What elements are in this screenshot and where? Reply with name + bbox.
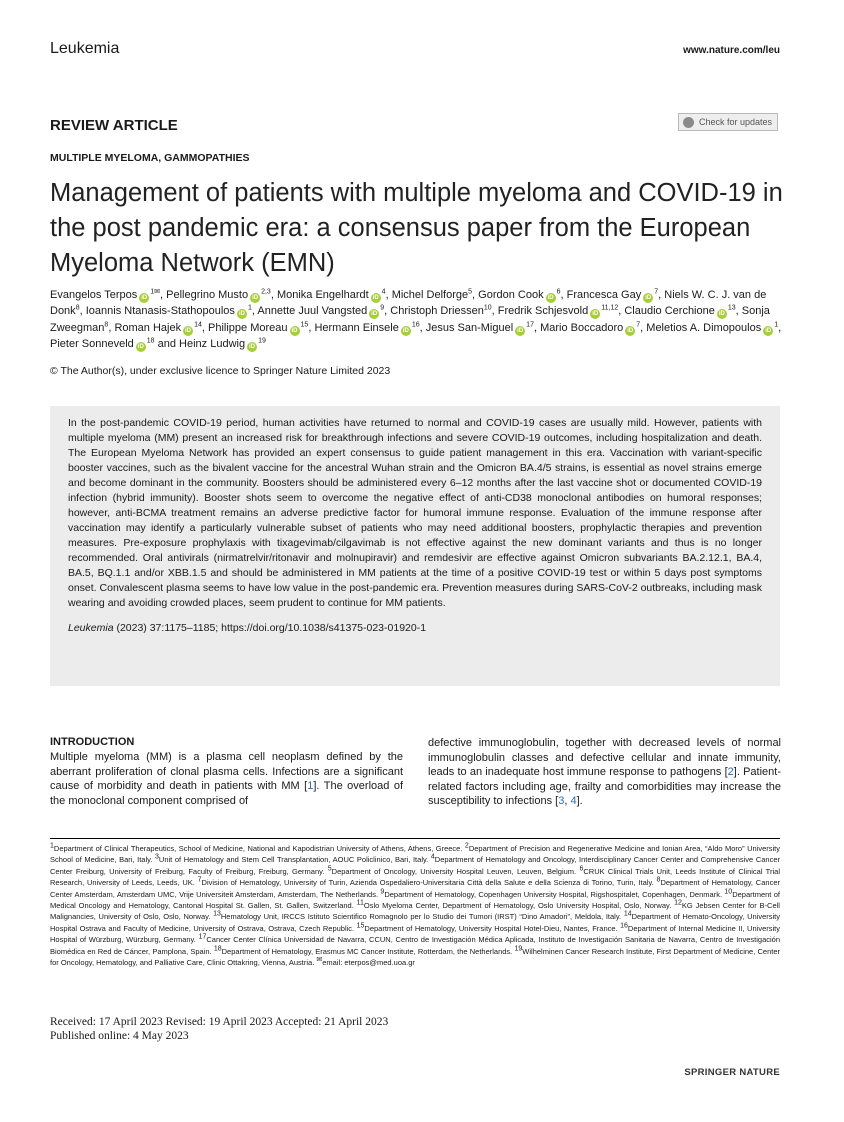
affiliation-number: 7	[636, 320, 641, 328]
orcid-icon[interactable]: iD	[185, 327, 192, 334]
published-date: Published online: 4 May 2023	[50, 1029, 189, 1042]
affiliation-text: Oslo Myeloma Center, Department of Hematology, Oslo University Hospital, Oslo, Norway.	[363, 901, 675, 911]
check-for-updates-button[interactable]	[678, 113, 778, 131]
intro-text: ].	[576, 795, 583, 808]
author	[166, 289, 271, 301]
author-name[interactable]: Meletios A. Dimopoulos	[646, 321, 762, 334]
citation-details[interactable]: (2023) 37:1175–1185; https://doi.org/10.1038/s41375-023-01920-1	[113, 622, 427, 634]
affiliation-number: 11	[356, 899, 364, 907]
affiliation-text: Wilhelminen Cancer Research Institute, First Department of Medicine, Center for Oncology, Hematology, and Palliative Care, Clinic Ottakring, Vienna, Austria.	[50, 946, 780, 968]
reference-link[interactable]: 3	[558, 795, 565, 808]
journal-website-link[interactable]: www.nature.com/leu	[683, 45, 780, 56]
affiliation-text: Department of Hematology, Erasmus MC Cancer Institute, Rotterdam, the Netherlands.	[221, 946, 515, 956]
affiliation-text: Department of Medical Oncology and Hematology, Cantonal Hospital St. Gallen, St. Gallen, Switzerland.	[50, 889, 781, 911]
affiliation-number: 3	[155, 853, 159, 861]
affiliation-text: KG Jebsen Center for B-Cell Malignancies, University of Oslo, Oslo, Norway.	[50, 901, 780, 922]
check-for-updates-label: Check for updates	[699, 117, 773, 127]
abstract-box	[50, 406, 780, 686]
affiliation-number: 6	[556, 288, 561, 296]
orcid-icon[interactable]: iD	[645, 295, 652, 301]
author	[50, 289, 160, 301]
author	[540, 322, 640, 334]
author-name[interactable]: Annette Juul Vangsted	[257, 305, 368, 318]
orcid-icon[interactable]: iD	[137, 343, 144, 350]
intro-text: ]. The overload of the monoclonal component comprised of	[50, 780, 404, 807]
author-name[interactable]: Mario Boccadoro	[540, 321, 624, 334]
orcid-icon[interactable]: iD	[249, 343, 256, 350]
corresponding-email[interactable]: email: eterpos@med.uoa.gr	[322, 958, 415, 968]
footnote-divider	[50, 838, 780, 839]
affiliation-text: Cancer Center Clínica Universidad de Navarra, CCUN, Centro de Investigación Médica Aplicada, Instituto de Investigación Sanitaria de Navarra, Centro de Investigación Biomédica en Red de Cáncer, Pamplona, Spain.	[50, 935, 780, 956]
author-name[interactable]: Pellegrino Musto	[166, 289, 249, 301]
affiliation-text: CRUK Clinical Trials Unit, Leeds Institute of Clinical Trial Research, University of Leeds, Leeds, UK.	[50, 866, 780, 888]
intro-column-right	[428, 736, 781, 809]
author-name[interactable]: Jesus San-Miguel	[425, 321, 514, 334]
orcid-icon[interactable]: iD	[517, 327, 524, 334]
author-name[interactable]: Pieter Sonneveld	[50, 337, 134, 350]
author	[50, 338, 155, 350]
affiliation-number: 10	[483, 304, 492, 312]
author-name[interactable]: Francesca Gay	[566, 289, 642, 301]
author-name[interactable]: Claudio Cerchione	[624, 305, 715, 318]
intro-text: Multiple myeloma (MM) is a plasma cell neoplasm defined by the aberrant proliferation of clonal plasma cells. Infections are a significant cause of morbidity and death in patients with MM [	[50, 751, 403, 793]
affiliation-text: Department of Hematology, University Hospital Hotel-Dieu, Nantes, France.	[364, 923, 621, 933]
author-name[interactable]: Sonja Zweegman	[50, 305, 770, 334]
affiliation-number: 13	[213, 910, 221, 918]
affiliation-number: 9	[380, 304, 385, 312]
author	[498, 305, 618, 317]
author	[478, 289, 560, 301]
author-name[interactable]: Roman Hajek	[114, 321, 182, 334]
orcid-icon[interactable]: iD	[718, 311, 725, 318]
affiliation-text: Division of Hematology, University of Turin, Azienda Ospedaliero-Universitaria Città della Salute e della Scienza di Torino, Turin, Italy.	[201, 878, 657, 888]
affiliation-number: 1	[774, 320, 779, 328]
author-name[interactable]: Michel Delforge	[391, 289, 469, 301]
affiliation-number: 6	[579, 865, 584, 873]
affiliation-number: 8	[75, 304, 80, 312]
author	[390, 305, 491, 317]
affiliation-number: 15	[300, 320, 309, 328]
affiliation-text: Unit of Hematology and Stem Cell Transplantation, AOUC Policlinico, Bari, Italy.	[158, 855, 431, 865]
orcid-icon[interactable]: iD	[238, 311, 245, 318]
affiliation-number: 17	[198, 933, 207, 941]
author	[426, 322, 534, 334]
abstract-text: In the post-pandemic COVID-19 period, human activities have returned to normal and COVID-19 cases are usually mild. However, patients with multiple myeloma (MM) present an increased risk for breakthrough infections and severe COVID-19 outcomes, including hospitalization and death. The European Myeloma Network has provided an expert consensus to guide patient management in this era. Vaccination with variant-specific booster vaccines, such as the bivalent vaccine for the ancestral Wuhan strain and the Omicron BA.4/5 strains, is essential as novel strains emerge and become dominant in the community. Boosters should be administered every 6–12 months after the last vaccine shot or documented COVID-19 infection (hybrid immunity). Booster shots seem to overcome the negative effect of anti-CD38 monoclonal antibodies on humoral responses; however, anti-BCMA treatment remains an adverse predictive factor for humoral immune response. Evaluation of the immune response after vaccination may identify a particularly vulnerable subset of patients who may need additional boosters, prophylactic therapies and prevention measures. Pre-exposure prophylaxis with tixagevimab/cilgavimab is not effective against the new dominant variants and thus is no longer recommended. Oral antivirals (nirmatrelvir/ritonavir and molnupiravir) and remdesivir are effective against Omicron subvariants BA.2.12.1, BA.4, BA.5, BQ.1.1 and/or XBB.1.5 and should be administered in MM patients at the time of a positive COVID-19 test or within 5 days post symptoms onset. Convalescent plasma seems to have low value in the post-pandemic era. Prevention measures during SARS-CoV-2 outbreaks, including mask wearing and avoiding crowded places, seem prudent to continue for MM patients.	[68, 417, 762, 609]
author	[277, 289, 386, 301]
received-dates: Received: 17 April 2023 Revised: 19 April 2023 Accepted: 21 April 2023	[50, 1016, 389, 1028]
intro-text: ]. Patient-related factors including age, frailty and comorbidities may increase the susceptibility to infections [	[428, 766, 781, 808]
affiliation-number: 17	[526, 320, 534, 328]
copyright-notice: © The Author(s), under exclusive licence to Springer Nature Limited 2023	[50, 365, 391, 377]
email-icon: ✉	[316, 956, 323, 964]
affiliation-text: Department of Hematology, Cancer Center Amsterdam, Amsterdam UMC, Vrije Universiteit Amsterdam, Amsterdam, The Netherlands.	[50, 878, 780, 899]
article-dates	[50, 1016, 388, 1043]
reference-link[interactable]: 1	[307, 780, 314, 793]
affiliation-number: 13	[727, 304, 736, 312]
affiliation-number: 16	[620, 922, 628, 930]
author	[624, 305, 735, 317]
affiliation-number: 14	[623, 910, 632, 918]
publisher-logo: SPRINGER NATURE	[684, 1067, 780, 1078]
affiliation-number: 1	[247, 304, 252, 312]
journal-name: Leukemia	[50, 40, 120, 57]
affiliation-number: 1	[50, 842, 54, 850]
author	[392, 289, 472, 301]
affiliation-text: Department of Precision and Regenerative Medicine and Ionian Area, “Aldo Moro” University School of Medicine, Bari, Italy.	[50, 844, 781, 865]
author	[208, 322, 308, 334]
affiliation-text: Department of Hematology, Copenhagen University Hospital, Rigshospitalet, Copenhagen, Denmark.	[384, 889, 725, 899]
article-category: MULTIPLE MYELOMA, GAMMOPATHIES	[50, 152, 250, 164]
author	[314, 322, 419, 334]
affiliation-number: 16	[411, 320, 420, 328]
affiliation-number: 14	[194, 320, 202, 328]
author-name[interactable]: Monika Engelhardt	[276, 289, 369, 301]
affiliation-number: 5	[327, 865, 332, 873]
orcid-icon[interactable]: iD	[291, 327, 298, 334]
author	[114, 322, 201, 334]
article-title: Management of patients with multiple myeloma and COVID-19 in the post pandemic era: a consensus paper from the European Myeloma Network (EMN)	[50, 179, 783, 277]
orcid-icon[interactable]: iD	[252, 295, 259, 301]
affiliation-number: 7	[654, 288, 659, 296]
orcid-icon[interactable]: iD	[372, 295, 379, 301]
affiliation-number: 2,3	[261, 288, 271, 296]
affiliation-text: Hematology Unit, IRCCS Istituto Scientifico Romagnolo per lo Studio dei Tumori (IRST) “Dino Amadori”, Meldola, Italy.	[220, 912, 624, 922]
affiliation-number: 18	[146, 337, 155, 345]
affiliation-number: 18	[213, 945, 222, 953]
author-name[interactable]: Evangelos Terpos	[50, 289, 138, 301]
orcid-icon[interactable]: iD	[765, 327, 772, 334]
affiliation-number: 8	[104, 320, 109, 328]
affiliation-number: 5	[468, 288, 473, 296]
affiliation-number: 4	[381, 288, 386, 296]
author-name[interactable]: Hermann Einsele	[314, 321, 399, 334]
author	[179, 338, 266, 350]
affiliation-number: 1✉	[150, 288, 161, 296]
section-heading-introduction: INTRODUCTION	[50, 736, 135, 748]
intro-column-left	[50, 750, 403, 808]
affiliation-number: 19	[258, 337, 266, 345]
orcid-icon[interactable]: iD	[371, 311, 378, 318]
author-name[interactable]: Ioannis Ntanasis-Stathopoulos	[85, 305, 235, 318]
affiliation-number: 11,12	[601, 304, 619, 312]
bookmark-icon	[683, 117, 694, 128]
author-name[interactable]: Niels W. C. J. van de Donk	[50, 289, 767, 318]
author	[646, 322, 778, 334]
author	[257, 305, 384, 317]
intro-text: defective immunoglobulin, together with decreased levels of normal immunoglobulin classes and defective cellular and innate immunity, leads to an inadequate host immune response to pathogens [	[428, 737, 781, 779]
article-type: REVIEW ARTICLE	[50, 117, 178, 134]
affiliation-number: 7	[197, 876, 202, 884]
author	[567, 289, 659, 301]
author-name[interactable]: Heinz Ludwig	[179, 337, 246, 350]
author	[86, 305, 252, 317]
orcid-icon[interactable]: iD	[141, 295, 148, 301]
affiliation-number: 10	[724, 888, 733, 896]
affiliations	[50, 843, 780, 968]
affiliation-number: 2	[464, 842, 469, 850]
intro-text: ,	[564, 795, 571, 808]
reference-link[interactable]: 2	[727, 766, 734, 779]
affiliation-number: 15	[356, 922, 365, 930]
affiliation-text: Department of Oncology, University Hospital Leuven, Leuven, Belgium.	[331, 866, 580, 876]
affiliation-number: 9	[380, 888, 385, 896]
author-name[interactable]: Philippe Moreau	[208, 321, 288, 334]
affiliation-number: 8	[656, 876, 661, 884]
affiliation-text: Department of Hemato-Oncology, University Hospital Ostrava and Faculty of Medicine, University of Ostrava, Ostrava, Czech Republic.	[50, 912, 780, 933]
affiliation-text: Department of Hematology and Oncology, Interdisciplinary Cancer Center and Comprehensive Cancer Center Freiburg, University of Freiburg, Faculty of Freiburg, Freiburg, Germany.	[50, 855, 781, 876]
author-name[interactable]: Fredrik Schjesvold	[497, 305, 589, 318]
orcid-icon[interactable]: iD	[402, 327, 409, 334]
orcid-icon[interactable]: iD	[592, 311, 599, 318]
affiliation-text: Department of Clinical Therapeutics, School of Medicine, National and Kapodistrian University of Athens, Athens, Greece.	[53, 844, 465, 853]
affiliation-number: 19	[514, 945, 523, 953]
affiliation-text: Department of Internal Medicine II, University Hospital of Würzburg, Würzburg, Germany.	[50, 923, 780, 945]
affiliation-number: 12	[674, 899, 682, 907]
orcid-icon[interactable]: iD	[627, 327, 634, 334]
orcid-icon[interactable]: iD	[547, 295, 554, 301]
reference-link[interactable]: 4	[570, 795, 577, 808]
author-list: Evangelos Terpos $iD^{1✉}$, Pellegrino Musto iD$^{2,3}$, Monika Engelhardt $iD^4$, Michel Delforge$^5$, Gordon Cook $iD^6$, Francesca Gay $iD^7$, Niels W. C. J. van de Donk$^8$, Ioannis Ntanasis-Stathopoulos $iD^1$, Annette Juul Vangsted $iD^9$, Christoph Driessen$^{10}$, Fredrik Schjesvold iD$^{11,12}$, Claudio Cerchione $iD^{13}$, Sonja Zweegman$^8$, Roman Hajek $iD^{14}$, Philippe Moreau $iD^{15}$, Hermann Einsele $iD^{16}$, Jesus San-Miguel $iD^{17}$, Mario Boccadoro $iD^7$, Meletios A. Dimopoulos $iD^1$, Pieter Sonneveld $iD^{18}$ and Heinz Ludwig $iD^{19}$	[50, 288, 782, 350]
author-name[interactable]: Gordon Cook	[478, 289, 544, 301]
citation-journal: Leukemia	[68, 622, 114, 634]
author-name[interactable]: Christoph Driessen	[390, 305, 484, 318]
affiliation-number: 4	[430, 853, 435, 861]
citation-line	[68, 622, 762, 634]
